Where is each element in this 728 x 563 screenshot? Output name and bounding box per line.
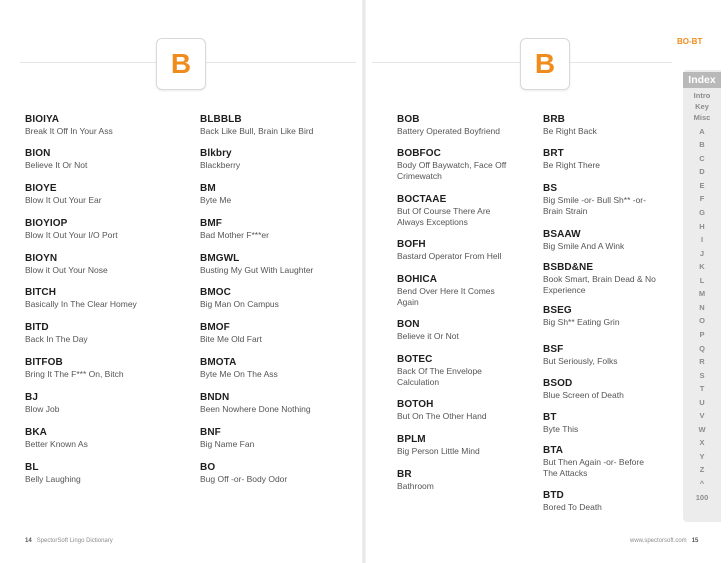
entry-term: BMOF [200,322,230,333]
dictionary-entry [25,218,185,241]
index-link[interactable]: 100 [695,492,709,502]
entry-definition: Big Man On Campus [200,299,279,309]
entry-term: BOTEC [397,354,433,365]
entry-term: BMOTA [200,357,237,368]
section-range-tag: BO-BT [677,37,703,46]
entry-definition: Big Smile -or- Bull Sh** -or- Brain Strain [543,195,646,216]
entry-term: BON [397,319,420,330]
index-link[interactable]: ^ [699,479,705,488]
entry-term: BS [543,183,558,194]
dictionary-entry [397,274,512,308]
dictionary-entry [200,253,360,276]
letter-text: B [534,48,556,79]
dictionary-entry [397,239,512,262]
entry-term: BIOYN [25,253,58,264]
index-link[interactable]: I [700,235,704,245]
dictionary-entry [200,148,360,171]
entry-definition: Belly Laughing [25,474,81,484]
entry-term: BT [543,412,557,423]
entry-definition: Bite Me Old Fart [200,334,262,344]
section-letter-right [520,38,570,90]
footer-url[interactable]: www.spectorsoft.com [630,538,687,544]
entry-definition: Believe it Or Not [397,331,459,341]
entry-definition: Bathroom [397,481,434,491]
entry-definition: Blow Job [25,404,60,414]
dictionary-entry [200,357,360,380]
entry-definition: Back Of The Envelope Calculation [397,366,482,387]
dictionary-entry [543,445,658,479]
index-link[interactable]: Key [695,101,709,111]
entry-definition: Blackberry [200,160,241,170]
entry-term: BIOYE [25,183,57,194]
entry-definition: Basically In The Clear Homey [25,299,137,309]
index-link[interactable]: S [699,370,705,380]
dictionary-entry [25,322,185,345]
index-link[interactable]: D [699,167,705,177]
index-link[interactable]: U [699,397,705,407]
index-link[interactable]: V [699,411,705,421]
entry-definition: Big Person Little Mind [397,446,480,456]
entry-term: BTD [543,490,564,501]
index-link[interactable]: O [699,316,705,326]
index-link[interactable]: R [699,357,705,367]
dictionary-entry [200,392,360,415]
entry-definition: Believe It Or Not [25,160,88,170]
index-title[interactable]: Index [683,72,721,88]
entry-definition: Byte Me On The Ass [200,369,278,379]
entry-term: BOHICA [397,274,438,285]
dictionary-entry [543,148,658,171]
entry-definition: Big Name Fan [200,439,255,449]
dictionary-entry [200,462,360,485]
dictionary-entry [200,322,360,345]
dictionary-entry [200,218,360,241]
dictionary-entry [200,114,360,137]
entry-term: BOBFOC [397,148,441,159]
entry-term: BSBD&NE [543,262,594,273]
dictionary-entry [25,148,185,171]
dictionary-entry [397,148,512,182]
entry-term: BSF [543,344,564,355]
entry-term: BMGWL [200,253,240,264]
entry-definition: Bring It The F*** On, Bitch [25,369,124,379]
dictionary-entry [397,399,512,422]
entry-definition: But Seriously, Folks [543,356,618,366]
entry-definition: Back Like Bull, Brain Like Bird [200,126,314,136]
index-link[interactable]: X [699,438,705,448]
index-link[interactable]: Q [699,343,705,353]
entry-definition: Bad Mother F***er [200,230,269,240]
footer-left [25,538,113,544]
entry-definition: Book Smart, Brain Dead & No Experience [543,274,656,295]
entry-term: BMOC [200,287,231,298]
index-link[interactable]: E [699,180,705,190]
dictionary-entry [397,469,512,492]
dictionary-entry [397,194,512,228]
entry-term: BIOIYA [25,114,60,125]
dictionary-entry [543,344,658,367]
entry-definition: Blue Screen of Death [543,390,624,400]
page-number-right: 15 [691,538,699,544]
index-link[interactable]: F [699,194,705,204]
dictionary-entry [543,114,658,137]
dictionary-entry [25,427,185,450]
dictionary-entry [543,305,658,328]
entry-definition: Blow It Out Your I/O Port [25,230,118,240]
entry-definition: Battery Operated Boyfriend [397,126,501,136]
entry-definition: Been Nowhere Done Nothing [200,404,311,414]
index-link[interactable]: L [699,275,705,285]
dictionary-entry [25,462,185,485]
index-link[interactable]: Misc [693,112,711,122]
dictionary-entry [543,412,658,435]
page-fold [362,0,366,563]
entry-definition: Body Off Baywatch, Face Off Crimewatch [397,160,507,181]
dictionary-entry [543,490,658,513]
index-link[interactable]: H [699,221,705,231]
entry-term: BSAAW [543,229,581,240]
entry-term: BION [25,148,51,159]
index-link[interactable]: A [699,126,705,136]
entry-term: BITD [25,322,49,333]
entry-definition: Back In The Day [25,334,88,344]
entry-definition: Break It Off In Your Ass [25,126,113,136]
letter-text: B [170,48,192,79]
entry-term: BRB [543,114,565,125]
entry-definition: But Then Again -or- Before The Attacks [543,457,644,478]
dictionary-entry [200,427,360,450]
entry-definition: Blow It Out Your Ear [25,195,102,205]
index-link[interactable]: N [699,302,705,312]
entry-term: BL [25,462,39,473]
entry-definition: Bug Off -or- Body Odor [200,474,288,484]
entry-term: BITFOB [25,357,63,368]
entry-definition: But On The Other Hand [397,411,487,421]
entry-definition: Bastard Operator From Hell [397,251,502,261]
entry-definition: Big Smile And A Wink [543,241,625,251]
entry-definition: Be Right There [543,160,601,170]
dictionary-entry [397,319,512,342]
dictionary-entry [200,183,360,206]
dictionary-entry [25,253,185,276]
dictionary-entry [543,378,658,401]
entry-term: BLBBLB [200,114,242,125]
entry-term: BJ [25,392,38,403]
entry-term: Blkbry [200,148,232,159]
entry-term: BMF [200,218,222,229]
dictionary-entry [25,183,185,206]
entry-term: BNF [200,427,221,438]
index-link[interactable]: Y [699,451,705,461]
index-link[interactable]: M [698,289,706,299]
entry-definition: Byte This [543,424,579,434]
entry-definition: Byte Me [200,195,232,205]
entry-term: BKA [25,427,47,438]
dictionary-entry [397,434,512,457]
index-sidebar [683,70,721,522]
entry-term: BM [200,183,216,194]
entry-term: BNDN [200,392,230,403]
index-link[interactable]: J [699,248,705,258]
entry-term: BSEG [543,305,572,316]
index-link[interactable]: Z [699,465,705,475]
page-number-left: 14 [25,538,32,544]
dictionary-entry [25,392,185,415]
entry-definition: But Of Course There Are Always Exceptions [397,206,491,227]
entry-definition: Bored To Death [543,502,602,512]
entry-term: BO [200,462,216,473]
dictionary-entry [25,114,185,137]
entry-term: BR [397,469,412,480]
entry-term: BSOD [543,378,573,389]
index-link[interactable]: P [699,329,705,339]
dictionary-entry [25,287,185,310]
entry-definition: Better Known As [25,439,88,449]
index-link[interactable]: K [699,262,705,272]
entry-term: BPLM [397,434,426,445]
entry-definition: Blow it Out Your Nose [25,265,108,275]
entry-term: BRT [543,148,564,159]
index-link[interactable]: G [699,208,705,217]
footer-title: SpectorSoft Lingo Dictionary [36,538,113,544]
entry-term: BOCTAAE [397,194,447,205]
entry-term: BOB [397,114,420,125]
entry-definition: Bend Over Here It Comes Again [397,286,495,307]
index-link[interactable]: T [699,384,705,394]
dictionary-entry [25,357,185,380]
entry-term: BITCH [25,287,57,298]
dictionary-entry [543,183,658,217]
footer-right [630,538,698,544]
index-link[interactable]: C [699,153,705,163]
index-link[interactable]: B [699,140,705,150]
index-link[interactable]: W [698,424,706,434]
dictionary-entry [543,262,658,296]
section-letter-left [156,38,206,90]
entry-term: BTA [543,445,564,456]
entry-term: BOTOH [397,399,434,410]
entry-term: BOFH [397,239,426,250]
dictionary-entry [397,354,512,388]
dictionary-entry [200,287,360,310]
entry-definition: Big Sh** Eating Grin [543,317,620,327]
index-link[interactable]: Intro [693,91,711,100]
dictionary-entry [397,114,512,137]
entry-term: BIOYIOP [25,218,68,229]
dictionary-entry [543,229,658,252]
entry-definition: Be Right Back [543,126,597,136]
entry-definition: Busting My Gut With Laughter [200,265,314,275]
